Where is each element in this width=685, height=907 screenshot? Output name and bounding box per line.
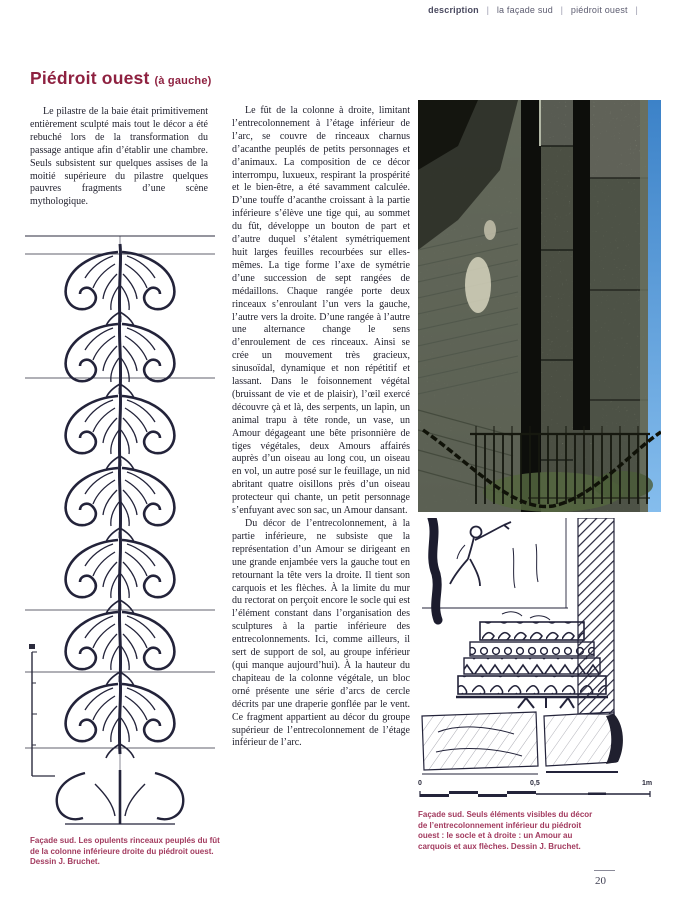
scale-label-one-metre: 1m: [642, 780, 653, 787]
socle-engraving-svg: [418, 518, 661, 776]
breadcrumb-item-description: description: [428, 5, 479, 15]
right-figure-caption: Façade sud. Seuls éléments visibles du décor de l’entrecolonnement inférieur du piédroit ouest : le socle et à droite : un Amour au carquois et aux flèches. Dessin J. Bruchet.: [418, 810, 593, 851]
acanthus-column-engraving: [25, 228, 215, 830]
main-paragraph-1: Le fût de la colonne à droite, limitant l’entrecolonnement à l’étage inférieur de l’arc, se couvre de rinceaux charnus d’acanthe peuplés de petits personnages et d’animaux. La composition de ce décor interrompu, luxueux, respirant la prospérité et le bien-être, a été savamment calculée. D’une touffe d’acanthe croissant à la partie inférieure s’élève une tige qui, au sommet du fût, développe un bouton de part et d’autre duquel s’étalent symétriquement huit larges feuilles recourbées sur elles-mêmes. La tige forme l’axe de symétrie d’une succession de sept rangées de médaillons. Chaque rangée porte deux rinceaux s’enroulant l’un vers la gauche, l’autre vers la droite. D’une rangée à l’autre une alternance change le sens d’enroulement de ces rinceaux. Ainsi se crée un mouvement très gracieux, sinusoïdal, dynamique et non répétitif et lassant. Dans le foisonnement végétal (bruissant de vie et de plaisir), l’œil exercé découvre çà et là, des serpents, un lapin, un animal trapu à tête ronde, un vase, un Amour dégageant une bête prisonnière de tiges végétales, deux Amours affairés auprès d’un oiseau au long cou, un oiseau en vol, un autre posé sur le feuillage, un nid abritant quatre oisillons près d’un oiseau protecteur qui chante, un petit personnage s’enfuyant avec son sac, un Amour dansant.: [232, 105, 410, 517]
main-paragraph-2: Du décor de l’entrecolonnement, à la partie inférieure, ne subsiste que la représentation d’un Amour se dirigeant en une grande enjambée vers la gauche tout en retournant la tête vers la droite. Il tient son carquois et les flèches. À la limite du mur du rectorat on perçoit encore le socle qui est l’élément constant dans l’organisation des sculptures à la partie inférieure des entrecolonnements. Ici, comme ailleurs, il sert de support de sol, au groupe inférieur (qui manque aujourd’hui). À la hauteur du chapiteau de la colonne végétale, un bloc orné présente une série d’arcs de cercle décrits par une draperie gonflée par le vent. Ce fragment appartient au décor du groupe supérieur de l’entrecolonnement de l’étage inférieur de l’arc.: [232, 518, 410, 749]
breadcrumb-separator: |: [560, 5, 564, 15]
scale-label-zero: 0: [418, 780, 422, 787]
page-title-main: Piédroit ouest: [30, 68, 150, 88]
column-photo: [418, 100, 661, 512]
breadcrumb-separator: |: [635, 5, 638, 15]
page-title-qualifier: (à gauche): [154, 75, 212, 87]
scale-label-half: 0,5: [530, 780, 540, 787]
scale-bar: [418, 780, 658, 802]
scale-bar-svg: [418, 788, 658, 800]
breadcrumb-separator: |: [486, 5, 490, 15]
column-photo-svg: [418, 100, 661, 512]
intro-paragraph: Le pilastre de la baie était primitivement entièrement sculpté mais tout le décor a été rebuché lors de la transformation du passage antique afin d’établir une chambre. Seuls subsistent sur quelques assises de la moitié supérieure du pilastre quelques pauvres fragments d’une scène mythologique.: [30, 106, 208, 208]
page-title: [30, 68, 212, 89]
page-number-rule: [594, 870, 615, 871]
page-number: 20: [595, 875, 606, 887]
breadcrumb-item-facade-sud: la façade sud: [496, 5, 553, 15]
breadcrumb: [425, 5, 640, 15]
breadcrumb-item-piedroit-ouest: piédroit ouest: [570, 5, 628, 15]
acanthus-engraving-svg: [25, 228, 215, 830]
main-text-column: [232, 105, 410, 750]
left-figure-caption: Façade sud. Les opulents rinceaux peuplés du fût de la colonne inférieure droite du piédroit ouest. Dessin J. Bruchet.: [30, 836, 220, 867]
socle-engraving: [418, 518, 661, 776]
engraving-scale-ruler: [29, 644, 55, 776]
amour-figure: [450, 522, 511, 586]
